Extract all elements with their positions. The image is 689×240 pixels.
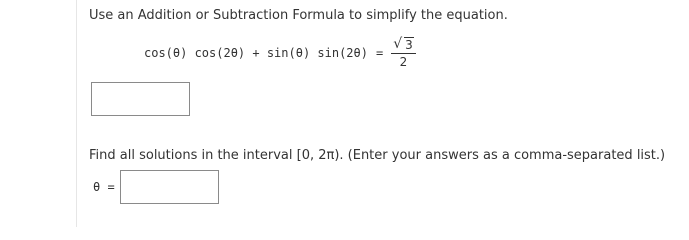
sqrt-symbol: √ <box>393 36 403 52</box>
fraction-denominator: 2 <box>399 55 408 69</box>
sqrt-radicand: 3 <box>405 38 413 52</box>
equation-lhs: cos(θ) cos(2θ) + sin(θ) sin(2θ) <box>144 46 368 60</box>
simplified-equation-answer-input[interactable] <box>91 82 190 116</box>
theta-solutions-input[interactable] <box>120 170 219 204</box>
equals-sign: = <box>375 46 384 60</box>
theta-label: θ = <box>93 180 115 194</box>
fraction-numerator <box>391 37 416 54</box>
equation <box>144 33 416 73</box>
interval-instruction: Find all solutions in the interval [0, 2π). (Enter your answers as a comma-separated list.) <box>89 148 666 163</box>
fraction-rhs <box>391 37 416 69</box>
question-prompt: Use an Addition or Subtraction Formula to simplify the equation. <box>89 8 508 23</box>
